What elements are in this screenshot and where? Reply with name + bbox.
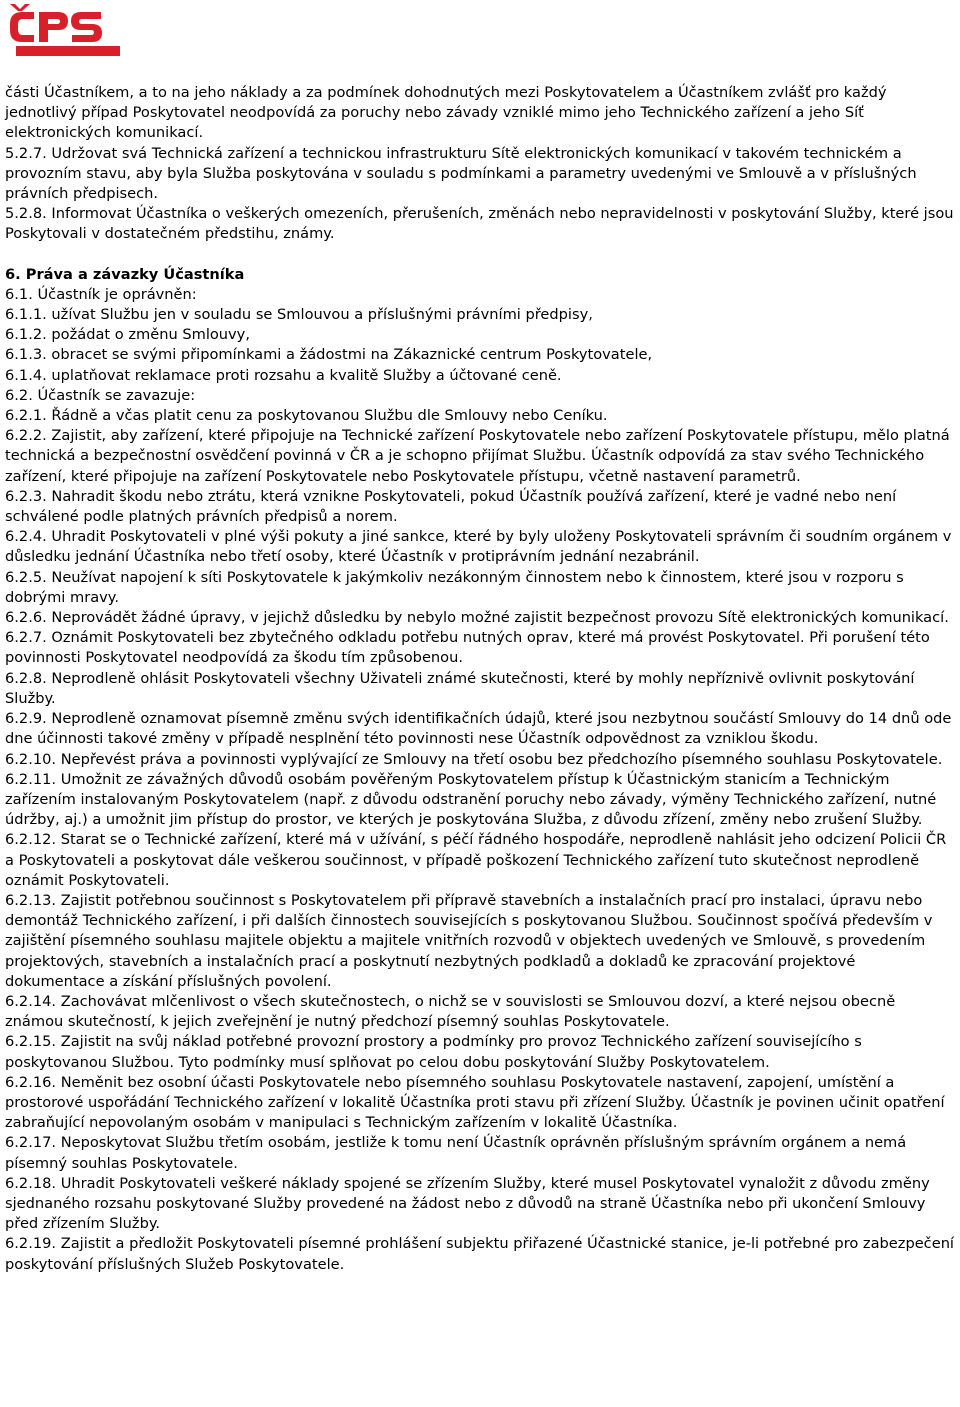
clause-6-2-15: 6.2.15. Zajistit na svůj náklad potřebné provozní prostory a podmínky pro provoz Technického zařízení souvisejícího s poskytovanou Službou. Tyto podmínky musí splňovat po celou dobu poskytování Služby Poskytovatelem.: [5, 1033, 862, 1071]
clause-6-2-17: 6.2.17. Neposkytovat Službu třetím osobám, jestliže k tomu není Účastník oprávněn příslušným správním orgánem a nemá písemný souhlas Poskytovatele.: [5, 1134, 907, 1172]
clause-6-2-6: 6.2.6. Neprovádět žádné úpravy, v jejichž důsledku by nebylo možné zajistit bezpečnost provozu Sítě elektronických komunikací.: [5, 609, 949, 627]
clause-6-1-4: 6.1.4. uplatňovat reklamace proti rozsahu a kvalitě Služby a účtované ceně.: [5, 366, 562, 384]
clause-6-2: 6.2. Účastník se zavazuje:: [5, 386, 196, 404]
clause-5-2-8: 5.2.8. Informovat Účastníka o veškerých omezeních, přerušeních, změnách nebo nepravidelnosti v poskytování Služby, které jsou Poskytovali v dostatečném předstihu, známy.: [5, 205, 954, 243]
clause-6-1-3: 6.1.3. obracet se svými připomínkami a žádostmi na Zákaznické centrum Poskytovatele,: [5, 346, 653, 364]
paragraph-continued: části Účastníkem, a to na jeho náklady a za podmínek dohodnutých mezi Poskytovatelem a Účastníkem zvlášť pro každý jednotlivý případ Poskytovatel neodpovídá za poruchy nebo závady vzniklé mimo jeho Technického zařízení a jeho Síť elektronických komunikací.: [5, 84, 887, 142]
clause-6-2-18: 6.2.18. Uhradit Poskytovateli veškeré náklady spojené se zřízením Služby, které musel Poskytovatel vynaložit z důvodu změny sjednaného rozsahu poskytované Služby provedené na žádost nebo z důvodů na straně Účastníka nebo při ukončení Smlouvy před zřízením Služby.: [5, 1174, 930, 1233]
clause-6-2-1: 6.2.1. Řádně a včas platit cenu za poskytovanou Službu dle Smlouvy nebo Ceníku.: [5, 407, 608, 425]
clause-6-2-8: 6.2.8. Neprodleně ohlásit Poskytovateli všechny Uživateli známé skutečnosti, které by mohly nepříznivě ovlivnit poskytování Služby.: [5, 669, 915, 707]
spacer: [5, 245, 958, 265]
clause-6-2-14: 6.2.14. Zachovávat mlčenlivost o všech skutečnostech, o nichž se v souvislosti se Smlouvou dozví, a které nejsou obecně známou skutečností, k jejich zveřejnění je nutný předchozí písemný souhlas Poskytovatele.: [5, 992, 896, 1031]
clause-6-2-9: 6.2.9. Neprodleně oznamovat písemně změnu svých identifikačních údajů, které jsou nezbytnou součástí Smlouvy do 14 dnů ode dne účinnosti takové změny v případě nesplnění této povinnosti nese Účastník odpovědnost za vzniklou škodu.: [5, 710, 952, 748]
clause-6-1-2: 6.1.2. požádat o změnu Smlouvy,: [5, 326, 250, 344]
clause-6-2-19: 6.2.19. Zajistit a předložit Poskytovateli písemné prohlášení subjektu přiřazené Účastnické stanice, je-li potřebné pro zabezpečení poskytování příslušných Služeb Poskytovatele.: [5, 1235, 954, 1273]
clause-6-2-5: 6.2.5. Neužívat napojení k síti Poskytovatele k jakýmkoliv nezákonným činnostem nebo k činnostem, které jsou v rozporu s dobrými mravy.: [5, 568, 904, 606]
clause-6-2-2: 6.2.2. Zajistit, aby zařízení, které připojuje na Technické zařízení Poskytovatele nebo zařízení Poskytovatele přístupu, mělo platná technická a bezpečnostní osvědčení povinná v ČR a je schopno přijímat Službu. Účastník odpovídá za stav svého Technického zařízení, které připojuje na zařízení Poskytovatele nebo Poskytovatele přístupu, včetně nastavení parametrů.: [5, 427, 950, 485]
clause-6-2-7: 6.2.7. Oznámit Poskytovateli bez zbytečného odkladu potřebu nutných oprav, které má provést Poskytovatel. Při porušení této povinnosti Poskytovatel neodpovídá za škodu tím způsobenou.: [5, 629, 930, 667]
clause-6-2-4: 6.2.4. Uhradit Poskytovateli v plné výši pokuty a jiné sankce, které by byly uloženy Poskytovateli správním či soudním orgánem v důsledku jednání Účastníka nebo třetí osoby, které Účastník v protiprávním jednání nezabránil.: [5, 528, 952, 566]
clause-6-2-12: 6.2.12. Starat se o Technické zařízení, které má v užívání, s péčí řádného hospodáře, neprodleně nahlásit jeho odcizení Policii ČR a Poskytovateli a poskytovat dále veškerou součinnost, v případě poškození Technického zařízení tuto skutečnost neprodleně oznámit Poskytovateli.: [5, 831, 947, 889]
clause-6-1-1: 6.1.1. užívat Službu jen v souladu se Smlouvou a příslušnými právními předpisy,: [5, 306, 593, 324]
clause-5-2-7: 5.2.7. Udržovat svá Technická zařízení a technickou infrastrukturu Sítě elektronických komunikací v takovém technickém a provozním stavu, aby byla Služba poskytována v souladu s podmínkami a parametry uvedenými ve Smlouvě a v příslušných právních předpisech.: [5, 144, 917, 203]
document-body: [5, 83, 958, 1275]
clause-6-2-13: 6.2.13. Zajistit potřebnou součinnost s Poskytovatelem při přípravě stavebních a instalačních prací pro instalaci, úpravu nebo demontáž Technického zařízení, i při dalších činnostech souvisejících s poskytovanou Službou. Součinnost spočívá především v zajištění písemného souhlasu majitele objektu a majitele vnitřních rozvodů v objektech uvedených ve Smlouvě, s provedením projektových, stavebních a instalačních prací a poskytnutí nezbytných podkladů a dokladů ke zpracování projektové dokumentace a získání příslušných povolení.: [5, 891, 933, 990]
clause-6-2-16: 6.2.16. Neměnit bez osobní účasti Poskytovatele nebo písemného souhlasu Poskytovatele nastavení, zapojení, umístění a prostorové uspořádání Technického zařízení v lokalitě Účastníka proti stavu při zřízení Služby. Účastník je povinen učinit opatření zabraňující nepovolaným osobám v manipulaci s Technickým zařízením v lokalitě Účastníka.: [5, 1073, 945, 1132]
company-logo: [6, 2, 124, 60]
clause-6-2-10: 6.2.10. Nepřevést práva a povinnosti vyplývající ze Smlouvy na třetí osobu bez předchozího písemného souhlasu Poskytovatele.: [5, 750, 943, 768]
clause-6-1: 6.1. Účastník je oprávněn:: [5, 285, 197, 303]
clause-6-2-3: 6.2.3. Nahradit škodu nebo ztrátu, která vznikne Poskytovateli, pokud Účastník používá zařízení, které je vadné nebo není schválené podle platných právních předpisů a norem.: [5, 487, 897, 526]
section-heading-6: 6. Práva a závazky Účastníka: [5, 265, 245, 283]
clause-6-2-11: 6.2.11. Umožnit ze závažných důvodů osobám pověřeným Poskytovatelem přístup k Účastnickým stanicím a Technickým zařízením instalovaným Poskytovatelem (např. z důvodu odstranění poruchy nebo závady, výměny Technického zařízení, nutné údržby, aj.) a umožnit jim přístup do prostor, ve kterých je poskytována Služba, z důvodu zřízení, změny nebo zrušení Služby.: [5, 770, 937, 829]
